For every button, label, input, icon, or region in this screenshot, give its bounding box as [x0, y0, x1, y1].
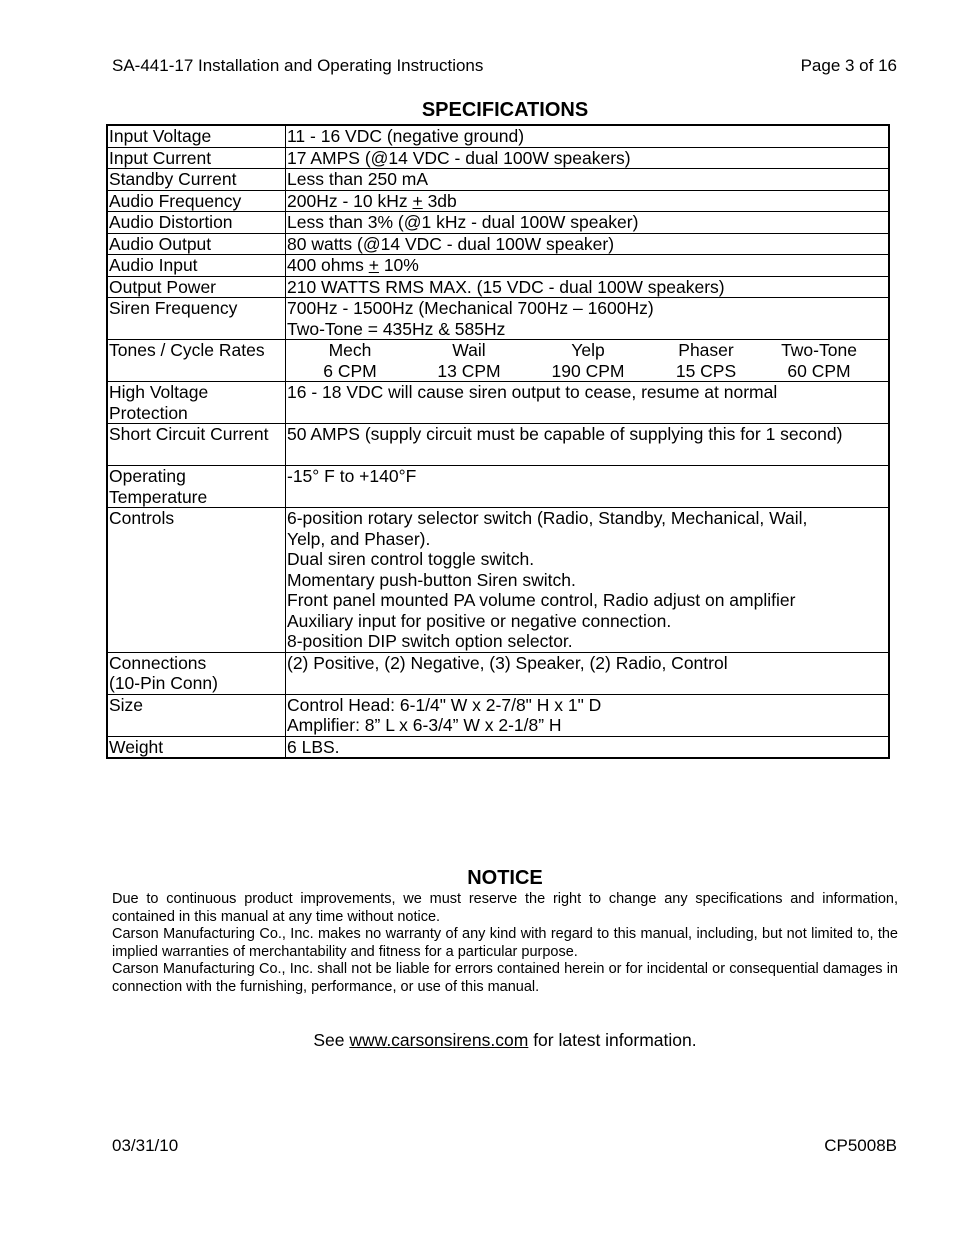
spec-label-line: Audio Frequency	[109, 190, 242, 211]
spec-value	[286, 212, 890, 234]
spec-label-line: Input Voltage	[109, 126, 212, 146]
spec-label	[107, 276, 286, 298]
notice-paragraph-1: Due to continuous product improvements, we must reserve the right to change any specifications and information, contained in this manual at any time without notice.	[112, 891, 898, 925]
spec-value-line: -15° F to +140°F	[287, 466, 417, 486]
spec-row	[107, 276, 889, 298]
spec-value-line: Two-Tone = 435Hz & 585Hz	[287, 318, 506, 339]
spec-row	[107, 466, 889, 508]
see-text-after: for latest information.	[528, 1030, 697, 1050]
spec-value	[286, 508, 890, 653]
spec-value	[286, 298, 890, 340]
spec-label	[107, 694, 286, 736]
spec-label-line: Input Current	[109, 147, 212, 168]
spec-label	[107, 424, 286, 466]
spec-row	[107, 147, 889, 169]
spec-value	[286, 382, 890, 424]
notice-text	[112, 891, 898, 996]
tone-rate: 15 CPS	[675, 360, 737, 381]
spec-value	[286, 190, 890, 212]
spec-row	[107, 382, 889, 424]
spec-value-line: Auxiliary input for positive or negative connection.	[287, 610, 672, 631]
spec-value	[286, 125, 890, 147]
spec-label	[107, 147, 286, 169]
spec-value-line: 17 AMPS (@14 VDC - dual 100W speakers)	[287, 147, 631, 168]
spec-label-line: Audio Input	[109, 255, 198, 275]
spec-label-line: Controls	[109, 508, 175, 528]
footer-date: 03/31/10	[112, 1136, 179, 1155]
spec-value	[286, 466, 890, 508]
spec-label-line: Audio Distortion	[109, 212, 233, 232]
spec-row	[107, 169, 889, 191]
spec-label	[107, 736, 286, 758]
spec-value-line: 11 - 16 VDC (negative ground)	[287, 126, 525, 146]
spec-value-line: Amplifier: 8” L x 6-3/4” W x 2-1/8” H	[287, 715, 562, 735]
spec-row	[107, 233, 889, 255]
spec-row	[107, 736, 889, 758]
spec-label	[107, 169, 286, 191]
spec-label	[107, 340, 286, 382]
spec-label	[107, 652, 286, 694]
spec-label-line: Operating	[109, 466, 186, 486]
spec-label	[107, 466, 286, 508]
spec-label-line: (10-Pin Conn)	[109, 673, 218, 693]
spec-row	[107, 694, 889, 736]
spec-value-line: 400 ohms + 10%	[287, 255, 419, 275]
spec-label	[107, 125, 286, 147]
spec-value-line: Less than 250 mA	[287, 169, 429, 189]
spec-row	[107, 298, 889, 340]
spec-row	[107, 190, 889, 212]
notice-paragraph-3: Carson Manufacturing Co., Inc. shall not be liable for errors contained herein or for incidental or consequential damages in connection with the furnishing, performance, or use of this manual.	[112, 961, 898, 995]
spec-label-line: Size	[109, 694, 144, 715]
tone-name: Wail	[452, 340, 486, 360]
spec-row	[107, 212, 889, 234]
spec-value-line: Less than 3% (@1 kHz - dual 100W speaker)	[287, 212, 639, 232]
spec-label-line: Standby Current	[109, 169, 237, 189]
spec-label	[107, 508, 286, 653]
tone-name: Two-Tone	[781, 340, 857, 360]
tone-rate: 190 CPM	[551, 360, 625, 381]
spec-label	[107, 233, 286, 255]
spec-label-line: Audio Output	[109, 233, 212, 254]
spec-value	[286, 147, 890, 169]
tone-rate: 13 CPM	[437, 360, 501, 381]
see-website-line	[0, 1030, 954, 1051]
spec-value-line: 8-position DIP switch option selector.	[287, 631, 573, 651]
specifications-table-body	[107, 125, 889, 758]
spec-value-line: 80 watts (@14 VDC - dual 100W speaker)	[287, 233, 615, 254]
spec-value-line: 50 AMPS (supply circuit must be capable of supplying this for 1 second)	[287, 424, 843, 444]
footer-doc-code: CP5008B	[824, 1136, 897, 1155]
header-doc-title: SA-441-17 Installation and Operating Instructions	[112, 56, 484, 75]
spec-value-line: Momentary push-button Siren switch.	[287, 569, 576, 590]
website-link[interactable]: www.carsonsirens.com	[349, 1030, 529, 1050]
spec-value	[286, 424, 890, 466]
spec-label	[107, 212, 286, 234]
spec-value-line: 6 LBS.	[287, 736, 340, 757]
tone-rate: 60 CPM	[787, 360, 851, 381]
header-page-number: Page 3 of 16	[800, 56, 897, 75]
spec-value-line: 6-position rotary selector switch (Radio, Standby, Mechanical, Wail,	[287, 508, 808, 528]
spec-row	[107, 340, 889, 382]
spec-value-line: Control Head: 6-1/4" W x 2-7/8" H x 1" D	[287, 694, 602, 715]
spec-value	[286, 169, 890, 191]
spec-value-line: 16 - 18 VDC will cause siren output to cease, resume at normal	[287, 382, 778, 402]
notice-paragraph-2: Carson Manufacturing Co., Inc. makes no warranty of any kind with regard to this manual, including, but not limited to, the implied warranties of merchantability and fitness for a particular purpose.	[112, 926, 898, 960]
spec-value	[286, 233, 890, 255]
tone-rate: 6 CPM	[323, 360, 377, 381]
tone-column	[529, 340, 647, 381]
tone-column	[409, 340, 529, 381]
spec-row	[107, 424, 889, 466]
tone-name: Mech	[328, 340, 372, 360]
tone-rate-grid	[291, 340, 888, 381]
tone-column	[291, 340, 409, 381]
tone-name: Yelp	[571, 340, 605, 360]
spec-row	[107, 508, 889, 653]
spec-value-line: 200Hz - 10 kHz + 3db	[287, 190, 457, 211]
spec-label-line: Output Power	[109, 276, 216, 297]
spec-value-line: 210 WATTS RMS MAX. (15 VDC - dual 100W speakers)	[287, 276, 725, 297]
spec-label	[107, 298, 286, 340]
see-text-before: See	[313, 1030, 350, 1050]
spec-value	[286, 694, 890, 736]
spec-value-line: 700Hz - 1500Hz (Mechanical 700Hz – 1600Hz)	[287, 298, 654, 318]
spec-label-line: Short Circuit Current	[109, 424, 269, 444]
tone-name: Phaser	[678, 340, 734, 360]
spec-value-line: Front panel mounted PA volume control, Radio adjust on amplifier	[287, 590, 796, 610]
tone-column	[765, 340, 873, 381]
tone-column	[647, 340, 765, 381]
spec-value-line: Dual siren control toggle switch.	[287, 549, 535, 569]
spec-label-line: High Voltage	[109, 382, 209, 402]
spec-label	[107, 255, 286, 277]
spec-row	[107, 652, 889, 694]
spec-label-line: Tones / Cycle Rates	[109, 340, 265, 360]
spec-label-line: Protection	[109, 402, 188, 423]
specifications-title: SPECIFICATIONS	[421, 99, 589, 121]
spec-label-line: Connections	[109, 652, 207, 673]
spec-value	[286, 255, 890, 277]
spec-label	[107, 382, 286, 424]
spec-value-line: (2) Positive, (2) Negative, (3) Speaker, (2) Radio, Control	[287, 652, 728, 673]
spec-value	[286, 276, 890, 298]
spec-label-line: Temperature	[109, 486, 208, 507]
spec-value	[286, 340, 890, 382]
specifications-table	[106, 124, 890, 759]
spec-label-line: Weight	[109, 736, 164, 757]
spec-row	[107, 255, 889, 277]
notice-title: NOTICE	[467, 867, 543, 889]
spec-value-line: Yelp, and Phaser).	[287, 528, 431, 549]
spec-label	[107, 190, 286, 212]
spec-value	[286, 736, 890, 758]
spec-row	[107, 125, 889, 147]
spec-label-line: Siren Frequency	[109, 298, 238, 318]
spec-value	[286, 652, 890, 694]
